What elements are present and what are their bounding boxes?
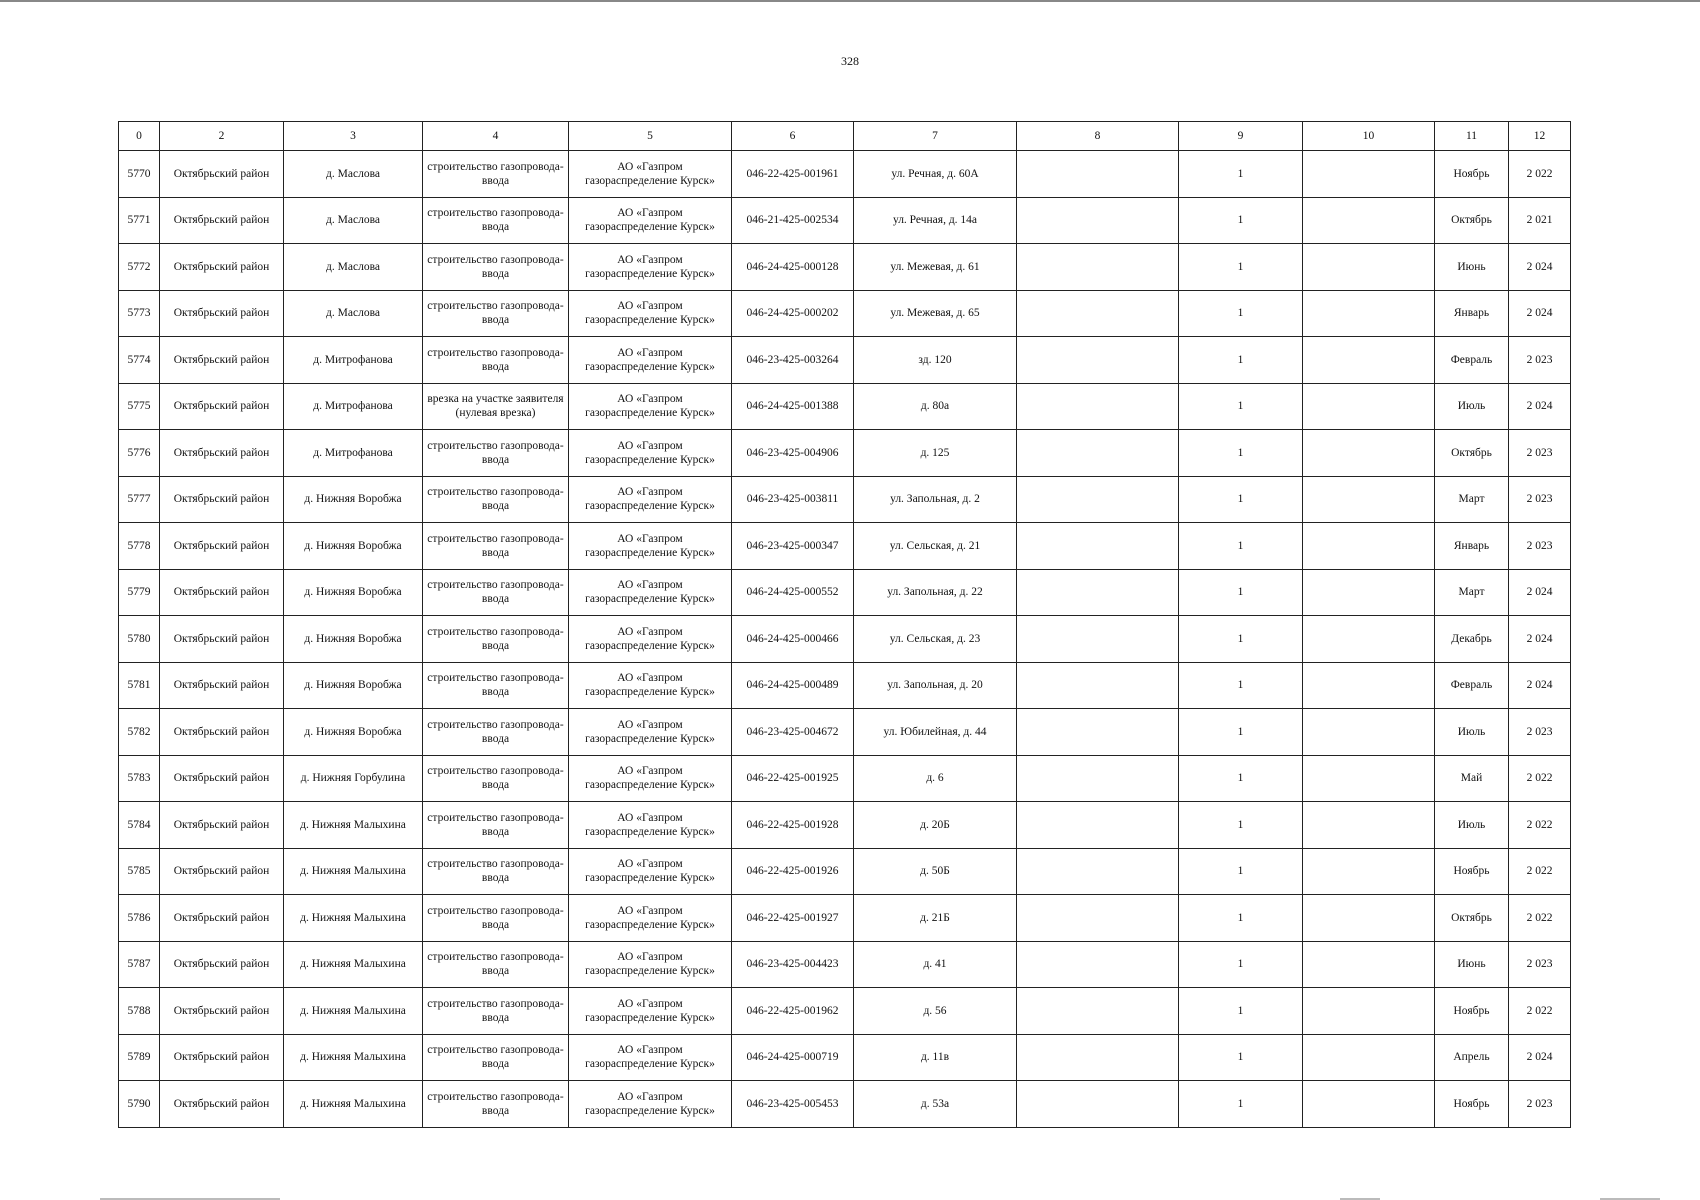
work-type-cell: врезка на участке заявителя (нулевая врезка) <box>423 383 569 430</box>
organization-cell: АО «Газпром газораспределение Курск» <box>569 802 732 849</box>
year-cell: 2 023 <box>1509 430 1571 477</box>
locality-cell: д. Митрофанова <box>284 430 423 477</box>
application-code-cell: 046-24-425-000719 <box>732 1034 854 1081</box>
locality-cell: д. Нижняя Малыхина <box>284 941 423 988</box>
district-cell: Октябрьский район <box>160 337 284 384</box>
year-cell: 2 022 <box>1509 988 1571 1035</box>
application-code-cell: 046-23-425-004423 <box>732 941 854 988</box>
work-type-cell: строительство газопровода-ввода <box>423 430 569 477</box>
empty-cell-10 <box>1303 290 1435 337</box>
application-code-cell: 046-22-425-001925 <box>732 755 854 802</box>
address-cell: д. 20Б <box>854 802 1017 849</box>
empty-cell-8 <box>1017 569 1179 616</box>
locality-cell: д. Маслова <box>284 244 423 291</box>
month-cell: Февраль <box>1435 337 1509 384</box>
month-cell: Ноябрь <box>1435 848 1509 895</box>
column-header: 3 <box>284 122 423 151</box>
work-type-cell: строительство газопровода-ввода <box>423 941 569 988</box>
year-cell: 2 024 <box>1509 383 1571 430</box>
empty-cell-10 <box>1303 383 1435 430</box>
row-number: 5778 <box>119 523 160 570</box>
locality-cell: д. Нижняя Малыхина <box>284 895 423 942</box>
month-cell: Июнь <box>1435 941 1509 988</box>
year-cell: 2 021 <box>1509 197 1571 244</box>
month-cell: Январь <box>1435 290 1509 337</box>
empty-cell-10 <box>1303 1081 1435 1128</box>
address-cell: д. 80а <box>854 383 1017 430</box>
row-number: 5770 <box>119 151 160 198</box>
quantity-cell: 1 <box>1179 383 1303 430</box>
work-type-cell: строительство газопровода-ввода <box>423 616 569 663</box>
month-cell: Октябрь <box>1435 197 1509 244</box>
row-number: 5774 <box>119 337 160 384</box>
row-number: 5776 <box>119 430 160 477</box>
locality-cell: д. Нижняя Малыхина <box>284 1081 423 1128</box>
column-header: 0 <box>119 122 160 151</box>
address-cell: д. 21Б <box>854 895 1017 942</box>
empty-cell-10 <box>1303 895 1435 942</box>
table-row <box>119 151 1571 198</box>
year-cell: 2 024 <box>1509 244 1571 291</box>
locality-cell: д. Нижняя Малыхина <box>284 1034 423 1081</box>
empty-cell-10 <box>1303 662 1435 709</box>
work-type-cell: строительство газопровода-ввода <box>423 476 569 523</box>
locality-cell: д. Нижняя Малыхина <box>284 848 423 895</box>
month-cell: Июль <box>1435 709 1509 756</box>
district-cell: Октябрьский район <box>160 662 284 709</box>
empty-cell-10 <box>1303 988 1435 1035</box>
work-type-cell: строительство газопровода-ввода <box>423 895 569 942</box>
row-number: 5784 <box>119 802 160 849</box>
gas-connection-table <box>118 121 1571 1128</box>
empty-cell-8 <box>1017 941 1179 988</box>
work-type-cell: строительство газопровода-ввода <box>423 988 569 1035</box>
table-row <box>119 244 1571 291</box>
month-cell: Октябрь <box>1435 895 1509 942</box>
empty-cell-10 <box>1303 941 1435 988</box>
empty-cell-8 <box>1017 895 1179 942</box>
work-type-cell: строительство газопровода-ввода <box>423 197 569 244</box>
organization-cell: АО «Газпром газораспределение Курск» <box>569 197 732 244</box>
empty-cell-10 <box>1303 430 1435 477</box>
empty-cell-8 <box>1017 988 1179 1035</box>
row-number: 5775 <box>119 383 160 430</box>
application-code-cell: 046-23-425-004906 <box>732 430 854 477</box>
scan-edge-line <box>0 0 1700 2</box>
organization-cell: АО «Газпром газораспределение Курск» <box>569 523 732 570</box>
work-type-cell: строительство газопровода-ввода <box>423 244 569 291</box>
quantity-cell: 1 <box>1179 290 1303 337</box>
empty-cell-8 <box>1017 197 1179 244</box>
application-code-cell: 046-22-425-001928 <box>732 802 854 849</box>
year-cell: 2 024 <box>1509 616 1571 663</box>
month-cell: Ноябрь <box>1435 988 1509 1035</box>
organization-cell: АО «Газпром газораспределение Курск» <box>569 476 732 523</box>
locality-cell: д. Нижняя Малыхина <box>284 802 423 849</box>
empty-cell-10 <box>1303 523 1435 570</box>
locality-cell: д. Нижняя Воробжа <box>284 662 423 709</box>
address-cell: ул. Межевая, д. 61 <box>854 244 1017 291</box>
row-number: 5785 <box>119 848 160 895</box>
table-row <box>119 383 1571 430</box>
row-number: 5788 <box>119 988 160 1035</box>
row-number: 5787 <box>119 941 160 988</box>
district-cell: Октябрьский район <box>160 569 284 616</box>
month-cell: Июль <box>1435 802 1509 849</box>
table-body <box>119 151 1571 1128</box>
table-row <box>119 616 1571 663</box>
address-cell: зд. 120 <box>854 337 1017 384</box>
application-code-cell: 046-24-425-000552 <box>732 569 854 616</box>
year-cell: 2 023 <box>1509 941 1571 988</box>
page-number: 328 <box>841 54 859 68</box>
empty-cell-10 <box>1303 616 1435 663</box>
application-code-cell: 046-24-425-000466 <box>732 616 854 663</box>
organization-cell: АО «Газпром газораспределение Курск» <box>569 1034 732 1081</box>
address-cell: ул. Запольная, д. 20 <box>854 662 1017 709</box>
address-cell: ул. Речная, д. 14а <box>854 197 1017 244</box>
empty-cell-8 <box>1017 848 1179 895</box>
address-cell: д. 56 <box>854 988 1017 1035</box>
application-code-cell: 046-22-425-001962 <box>732 988 854 1035</box>
organization-cell: АО «Газпром газораспределение Курск» <box>569 709 732 756</box>
table-row <box>119 476 1571 523</box>
empty-cell-8 <box>1017 755 1179 802</box>
district-cell: Октябрьский район <box>160 755 284 802</box>
address-cell: ул. Запольная, д. 22 <box>854 569 1017 616</box>
empty-cell-8 <box>1017 1034 1179 1081</box>
year-cell: 2 022 <box>1509 802 1571 849</box>
address-cell: ул. Юбилейная, д. 44 <box>854 709 1017 756</box>
row-number: 5773 <box>119 290 160 337</box>
empty-cell-10 <box>1303 569 1435 616</box>
quantity-cell: 1 <box>1179 244 1303 291</box>
empty-cell-10 <box>1303 476 1435 523</box>
table-row <box>119 941 1571 988</box>
column-header: 10 <box>1303 122 1435 151</box>
locality-cell: д. Митрофанова <box>284 337 423 384</box>
year-cell: 2 023 <box>1509 1081 1571 1128</box>
table-header-row <box>119 122 1571 151</box>
empty-cell-10 <box>1303 709 1435 756</box>
empty-cell-8 <box>1017 662 1179 709</box>
month-cell: Март <box>1435 476 1509 523</box>
month-cell: Декабрь <box>1435 616 1509 663</box>
locality-cell: д. Маслова <box>284 151 423 198</box>
district-cell: Октябрьский район <box>160 848 284 895</box>
year-cell: 2 023 <box>1509 476 1571 523</box>
address-cell: д. 11в <box>854 1034 1017 1081</box>
address-cell: д. 125 <box>854 430 1017 477</box>
district-cell: Октябрьский район <box>160 1081 284 1128</box>
column-header: 7 <box>854 122 1017 151</box>
empty-cell-8 <box>1017 151 1179 198</box>
empty-cell-8 <box>1017 523 1179 570</box>
month-cell: Июль <box>1435 383 1509 430</box>
row-number: 5771 <box>119 197 160 244</box>
year-cell: 2 024 <box>1509 569 1571 616</box>
column-header: 5 <box>569 122 732 151</box>
table-row <box>119 197 1571 244</box>
district-cell: Октябрьский район <box>160 895 284 942</box>
work-type-cell: строительство газопровода-ввода <box>423 337 569 384</box>
address-cell: ул. Запольная, д. 2 <box>854 476 1017 523</box>
empty-cell-8 <box>1017 290 1179 337</box>
quantity-cell: 1 <box>1179 895 1303 942</box>
year-cell: 2 023 <box>1509 709 1571 756</box>
organization-cell: АО «Газпром газораспределение Курск» <box>569 755 732 802</box>
row-number: 5781 <box>119 662 160 709</box>
quantity-cell: 1 <box>1179 755 1303 802</box>
work-type-cell: строительство газопровода-ввода <box>423 1034 569 1081</box>
district-cell: Октябрьский район <box>160 616 284 663</box>
quantity-cell: 1 <box>1179 430 1303 477</box>
table-row <box>119 337 1571 384</box>
locality-cell: д. Нижняя Воробжа <box>284 616 423 663</box>
application-code-cell: 046-24-425-000489 <box>732 662 854 709</box>
organization-cell: АО «Газпром газораспределение Курск» <box>569 848 732 895</box>
organization-cell: АО «Газпром газораспределение Курск» <box>569 290 732 337</box>
district-cell: Октябрьский район <box>160 151 284 198</box>
empty-cell-8 <box>1017 616 1179 663</box>
year-cell: 2 024 <box>1509 1034 1571 1081</box>
empty-cell-8 <box>1017 709 1179 756</box>
row-number: 5782 <box>119 709 160 756</box>
application-code-cell: 046-23-425-004672 <box>732 709 854 756</box>
organization-cell: АО «Газпром газораспределение Курск» <box>569 1081 732 1128</box>
quantity-cell: 1 <box>1179 988 1303 1035</box>
district-cell: Октябрьский район <box>160 244 284 291</box>
table-row <box>119 523 1571 570</box>
row-number: 5772 <box>119 244 160 291</box>
work-type-cell: строительство газопровода-ввода <box>423 848 569 895</box>
application-code-cell: 046-22-425-001926 <box>732 848 854 895</box>
table-row <box>119 1034 1571 1081</box>
row-number: 5790 <box>119 1081 160 1128</box>
month-cell: Октябрь <box>1435 430 1509 477</box>
work-type-cell: строительство газопровода-ввода <box>423 1081 569 1128</box>
district-cell: Октябрьский район <box>160 523 284 570</box>
month-cell: Апрель <box>1435 1034 1509 1081</box>
month-cell: Ноябрь <box>1435 1081 1509 1128</box>
quantity-cell: 1 <box>1179 1034 1303 1081</box>
application-code-cell: 046-23-425-003811 <box>732 476 854 523</box>
month-cell: Май <box>1435 755 1509 802</box>
application-code-cell: 046-22-425-001961 <box>732 151 854 198</box>
work-type-cell: строительство газопровода-ввода <box>423 569 569 616</box>
empty-cell-8 <box>1017 802 1179 849</box>
quantity-cell: 1 <box>1179 848 1303 895</box>
address-cell: д. 50Б <box>854 848 1017 895</box>
work-type-cell: строительство газопровода-ввода <box>423 662 569 709</box>
empty-cell-10 <box>1303 848 1435 895</box>
quantity-cell: 1 <box>1179 616 1303 663</box>
locality-cell: д. Митрофанова <box>284 383 423 430</box>
empty-cell-8 <box>1017 337 1179 384</box>
column-header: 9 <box>1179 122 1303 151</box>
locality-cell: д. Нижняя Малыхина <box>284 988 423 1035</box>
organization-cell: АО «Газпром газораспределение Курск» <box>569 662 732 709</box>
table-row <box>119 290 1571 337</box>
month-cell: Июнь <box>1435 244 1509 291</box>
locality-cell: д. Нижняя Горбулина <box>284 755 423 802</box>
quantity-cell: 1 <box>1179 569 1303 616</box>
address-cell: ул. Речная, д. 60А <box>854 151 1017 198</box>
empty-cell-8 <box>1017 244 1179 291</box>
organization-cell: АО «Газпром газораспределение Курск» <box>569 569 732 616</box>
table-row <box>119 755 1571 802</box>
quantity-cell: 1 <box>1179 197 1303 244</box>
year-cell: 2 023 <box>1509 337 1571 384</box>
table-row <box>119 802 1571 849</box>
column-header: 2 <box>160 122 284 151</box>
year-cell: 2 024 <box>1509 290 1571 337</box>
table-row <box>119 895 1571 942</box>
application-code-cell: 046-24-425-000128 <box>732 244 854 291</box>
locality-cell: д. Маслова <box>284 197 423 244</box>
table-row <box>119 662 1571 709</box>
quantity-cell: 1 <box>1179 523 1303 570</box>
district-cell: Октябрьский район <box>160 988 284 1035</box>
empty-cell-10 <box>1303 755 1435 802</box>
year-cell: 2 022 <box>1509 151 1571 198</box>
empty-cell-8 <box>1017 1081 1179 1128</box>
quantity-cell: 1 <box>1179 662 1303 709</box>
quantity-cell: 1 <box>1179 151 1303 198</box>
district-cell: Октябрьский район <box>160 430 284 477</box>
table-row <box>119 1081 1571 1128</box>
month-cell: Февраль <box>1435 662 1509 709</box>
row-number: 5779 <box>119 569 160 616</box>
application-code-cell: 046-24-425-001388 <box>732 383 854 430</box>
row-number: 5777 <box>119 476 160 523</box>
empty-cell-10 <box>1303 197 1435 244</box>
organization-cell: АО «Газпром газораспределение Курск» <box>569 616 732 663</box>
work-type-cell: строительство газопровода-ввода <box>423 523 569 570</box>
address-cell: д. 41 <box>854 941 1017 988</box>
empty-cell-10 <box>1303 1034 1435 1081</box>
column-header: 11 <box>1435 122 1509 151</box>
empty-cell-10 <box>1303 337 1435 384</box>
column-header: 4 <box>423 122 569 151</box>
column-header: 6 <box>732 122 854 151</box>
column-header: 8 <box>1017 122 1179 151</box>
year-cell: 2 023 <box>1509 523 1571 570</box>
work-type-cell: строительство газопровода-ввода <box>423 290 569 337</box>
address-cell: ул. Сельская, д. 21 <box>854 523 1017 570</box>
locality-cell: д. Нижняя Воробжа <box>284 476 423 523</box>
quantity-cell: 1 <box>1179 476 1303 523</box>
application-code-cell: 046-23-425-003264 <box>732 337 854 384</box>
year-cell: 2 022 <box>1509 848 1571 895</box>
quantity-cell: 1 <box>1179 1081 1303 1128</box>
month-cell: Март <box>1435 569 1509 616</box>
year-cell: 2 022 <box>1509 895 1571 942</box>
row-number: 5780 <box>119 616 160 663</box>
table-row <box>119 709 1571 756</box>
district-cell: Октябрьский район <box>160 290 284 337</box>
address-cell: д. 53а <box>854 1081 1017 1128</box>
locality-cell: д. Маслова <box>284 290 423 337</box>
locality-cell: д. Нижняя Воробжа <box>284 523 423 570</box>
district-cell: Октябрьский район <box>160 1034 284 1081</box>
address-cell: ул. Межевая, д. 65 <box>854 290 1017 337</box>
empty-cell-10 <box>1303 244 1435 291</box>
column-header: 12 <box>1509 122 1571 151</box>
row-number: 5789 <box>119 1034 160 1081</box>
empty-cell-8 <box>1017 430 1179 477</box>
quantity-cell: 1 <box>1179 941 1303 988</box>
address-cell: д. 6 <box>854 755 1017 802</box>
row-number: 5783 <box>119 755 160 802</box>
month-cell: Ноябрь <box>1435 151 1509 198</box>
empty-cell-10 <box>1303 151 1435 198</box>
address-cell: ул. Сельская, д. 23 <box>854 616 1017 663</box>
table-row <box>119 430 1571 477</box>
year-cell: 2 022 <box>1509 755 1571 802</box>
locality-cell: д. Нижняя Воробжа <box>284 569 423 616</box>
row-number: 5786 <box>119 895 160 942</box>
organization-cell: АО «Газпром газораспределение Курск» <box>569 895 732 942</box>
organization-cell: АО «Газпром газораспределение Курск» <box>569 244 732 291</box>
table-row <box>119 569 1571 616</box>
work-type-cell: строительство газопровода-ввода <box>423 151 569 198</box>
organization-cell: АО «Газпром газораспределение Курск» <box>569 383 732 430</box>
application-code-cell: 046-23-425-000347 <box>732 523 854 570</box>
empty-cell-8 <box>1017 383 1179 430</box>
application-code-cell: 046-24-425-000202 <box>732 290 854 337</box>
locality-cell: д. Нижняя Воробжа <box>284 709 423 756</box>
application-code-cell: 046-21-425-002534 <box>732 197 854 244</box>
quantity-cell: 1 <box>1179 337 1303 384</box>
work-type-cell: строительство газопровода-ввода <box>423 709 569 756</box>
table-row <box>119 848 1571 895</box>
empty-cell-10 <box>1303 802 1435 849</box>
application-code-cell: 046-23-425-005453 <box>732 1081 854 1128</box>
organization-cell: АО «Газпром газораспределение Курск» <box>569 430 732 477</box>
organization-cell: АО «Газпром газораспределение Курск» <box>569 988 732 1035</box>
work-type-cell: строительство газопровода-ввода <box>423 755 569 802</box>
district-cell: Октябрьский район <box>160 197 284 244</box>
organization-cell: АО «Газпром газораспределение Курск» <box>569 337 732 384</box>
quantity-cell: 1 <box>1179 709 1303 756</box>
district-cell: Октябрьский район <box>160 941 284 988</box>
year-cell: 2 024 <box>1509 662 1571 709</box>
organization-cell: АО «Газпром газораспределение Курск» <box>569 941 732 988</box>
month-cell: Январь <box>1435 523 1509 570</box>
district-cell: Октябрьский район <box>160 802 284 849</box>
work-type-cell: строительство газопровода-ввода <box>423 802 569 849</box>
quantity-cell: 1 <box>1179 802 1303 849</box>
table-row <box>119 988 1571 1035</box>
empty-cell-8 <box>1017 476 1179 523</box>
organization-cell: АО «Газпром газораспределение Курск» <box>569 151 732 198</box>
district-cell: Октябрьский район <box>160 476 284 523</box>
application-code-cell: 046-22-425-001927 <box>732 895 854 942</box>
district-cell: Октябрьский район <box>160 383 284 430</box>
district-cell: Октябрьский район <box>160 709 284 756</box>
